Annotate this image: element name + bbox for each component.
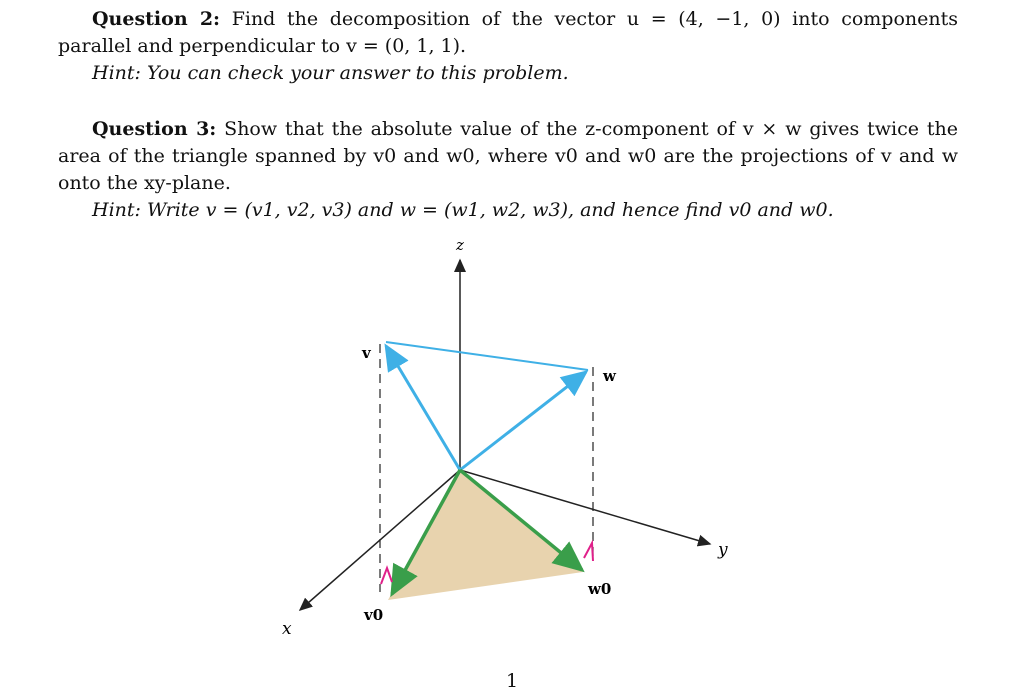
label-w0: w0 — [588, 580, 612, 598]
label-v: v — [362, 344, 371, 362]
question-2-line-2: parallel and perpendicular to v = (0, 1, 1). — [58, 35, 467, 57]
question-2 — [58, 6, 958, 87]
question-2-text-1: Find the decomposition of the vector u = (4, −1, 0) into components — [231, 8, 958, 30]
label-x: x — [282, 619, 292, 639]
question-3-heading: Question 3: — [92, 118, 217, 140]
vw-connector — [386, 342, 588, 370]
question-2-line-1 — [58, 6, 958, 33]
label-w: w — [603, 367, 616, 385]
vector-v — [386, 346, 460, 470]
question-2-heading: Question 2: — [92, 8, 221, 30]
question-2-hint: Hint: You can check your answer to this problem. — [92, 62, 569, 84]
question-3-text-1: Show that the absolute value of the z-component of v × w gives twice the — [224, 118, 958, 140]
question-3-hint: Hint: Write v = (v1, v2, v3) and w = (w1, w2, w3), and hence find v0 and w0. — [92, 199, 834, 221]
page-number: 1 — [505, 670, 519, 692]
question-3-line-3: onto the xy-plane. — [58, 172, 231, 194]
right-angle-mark-w0 — [584, 543, 593, 561]
vector-w — [460, 372, 586, 470]
right-angle-mark-v0 — [381, 568, 392, 584]
label-v0: v0 — [364, 606, 384, 624]
projection-figure — [270, 232, 750, 642]
question-3-line-1 — [58, 116, 958, 143]
question-3 — [58, 116, 958, 224]
label-z: z — [456, 236, 464, 254]
question-3-line-2: area of the triangle spanned by v0 and w0, where v0 and w0 are the projections of v and w — [58, 145, 958, 167]
label-y: y — [718, 540, 728, 560]
